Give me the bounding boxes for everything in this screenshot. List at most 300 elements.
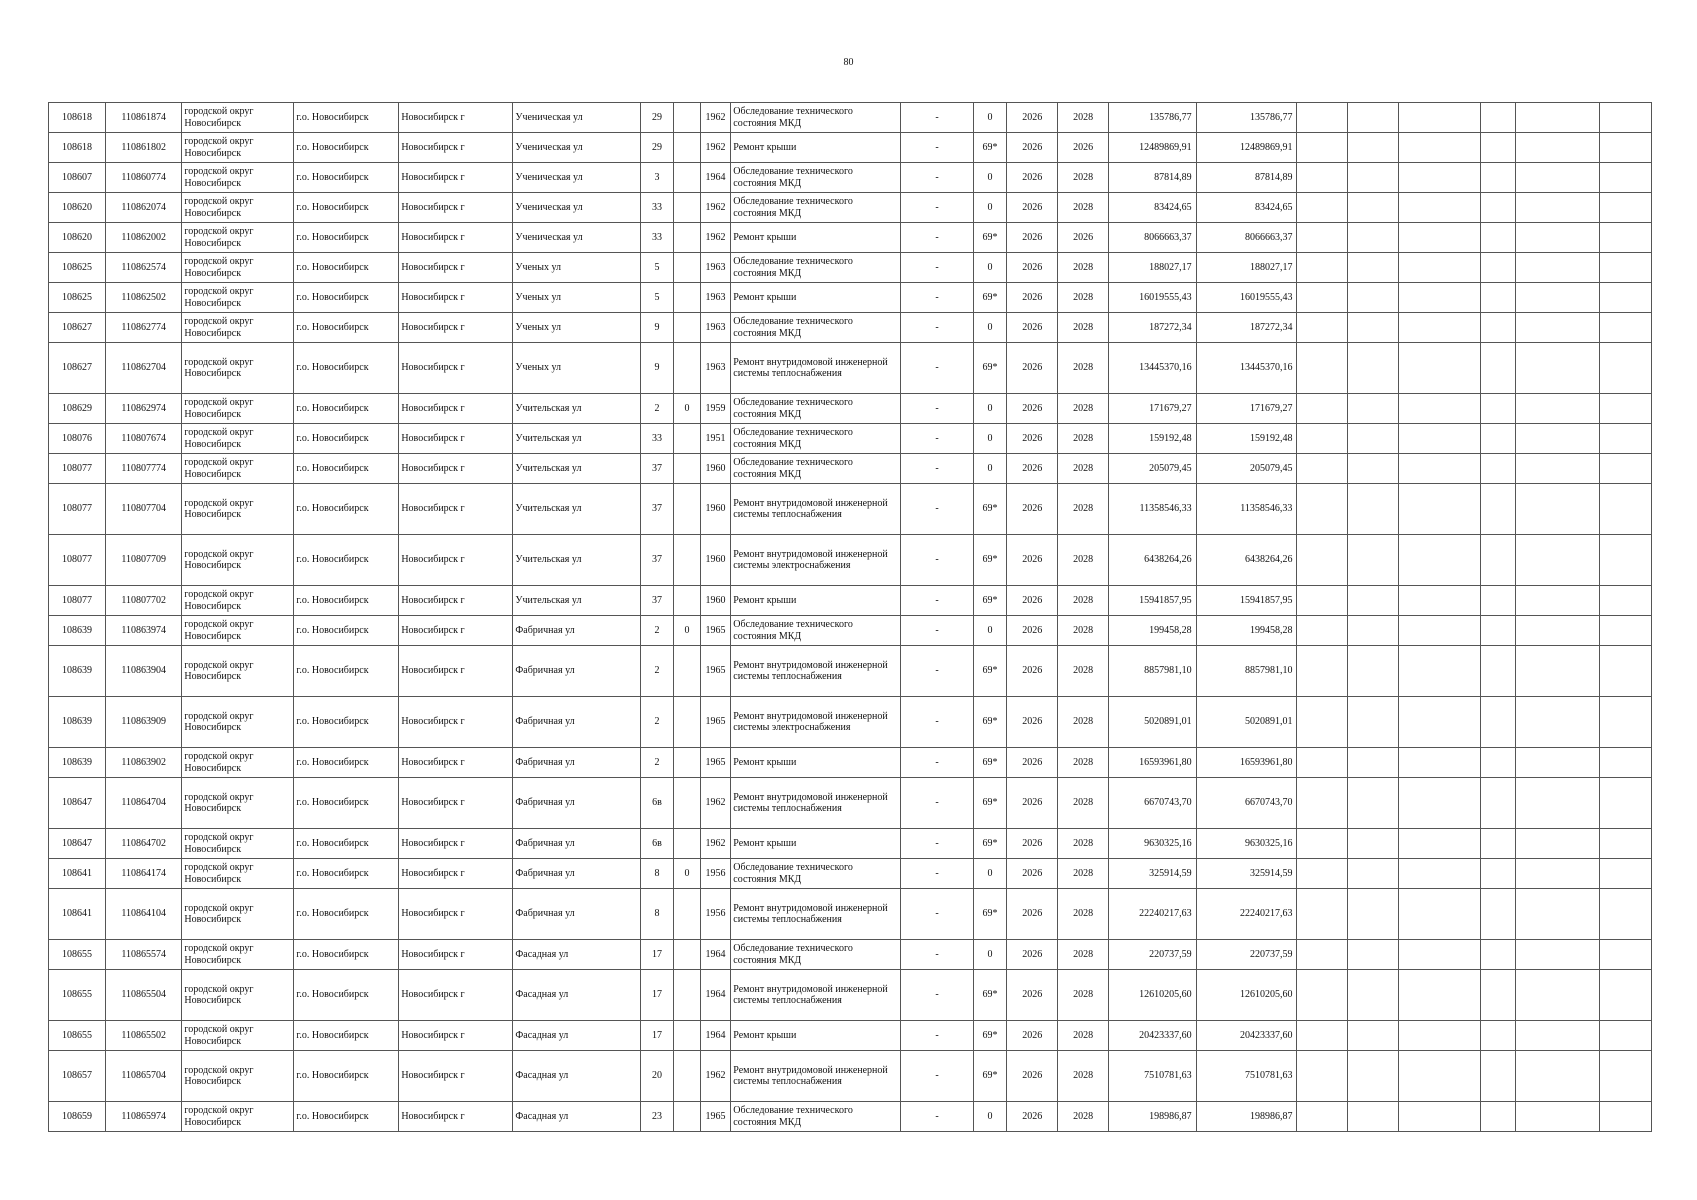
end-year-cell: 2028 [1058, 586, 1109, 616]
city-cell: Новосибирск г [399, 859, 513, 889]
work-type-cell: Ремонт внутридомовой инженерной системы электроснабжения [731, 535, 901, 586]
street-cell: Учительская ул [513, 454, 640, 484]
table-row [49, 223, 1652, 253]
end-year-cell: 2028 [1058, 1021, 1109, 1051]
note-cell: - [901, 748, 973, 778]
empty-cell [1348, 133, 1399, 163]
year-built-cell: 1956 [700, 859, 731, 889]
total-cost-cell: 20423337,60 [1196, 1021, 1297, 1051]
empty-cell [1599, 940, 1651, 970]
year-built-cell: 1960 [700, 586, 731, 616]
district-cell: г.о. Новосибирск [294, 940, 399, 970]
municipality-cell: городской округ Новосибирск [182, 163, 294, 193]
house-id-cell: 108639 [49, 646, 106, 697]
building-cell [674, 1021, 700, 1051]
street-cell: Фабричная ул [513, 889, 640, 940]
empty-cell [1297, 484, 1348, 535]
year-built-cell: 1956 [700, 889, 731, 940]
building-cell [674, 283, 700, 313]
empty-cell [1480, 253, 1516, 283]
building-cell [674, 646, 700, 697]
empty-cell [1480, 616, 1516, 646]
end-year-cell: 2028 [1058, 778, 1109, 829]
city-cell: Новосибирск г [399, 940, 513, 970]
start-year-cell: 2026 [1007, 1102, 1058, 1132]
empty-cell [1297, 646, 1348, 697]
empty-cell [1480, 394, 1516, 424]
end-year-cell: 2028 [1058, 1102, 1109, 1132]
work-id-cell: 110807674 [106, 424, 182, 454]
empty-cell [1480, 748, 1516, 778]
city-cell: Новосибирск г [399, 889, 513, 940]
city-cell: Новосибирск г [399, 253, 513, 283]
empty-cell [1399, 748, 1480, 778]
house-id-cell: 108647 [49, 778, 106, 829]
empty-cell [1348, 343, 1399, 394]
start-year-cell: 2026 [1007, 313, 1058, 343]
empty-cell [1516, 193, 1600, 223]
empty-cell [1516, 586, 1600, 616]
wear-cell: 0 [973, 616, 1007, 646]
building-cell: 0 [674, 859, 700, 889]
house-id-cell: 108639 [49, 697, 106, 748]
empty-cell [1399, 940, 1480, 970]
house-id-cell: 108657 [49, 1051, 106, 1102]
district-cell: г.о. Новосибирск [294, 394, 399, 424]
municipality-cell: городской округ Новосибирск [182, 1051, 294, 1102]
municipality-cell: городской округ Новосибирск [182, 748, 294, 778]
note-cell: - [901, 697, 973, 748]
empty-cell [1348, 778, 1399, 829]
empty-cell [1480, 859, 1516, 889]
street-cell: Ученых ул [513, 253, 640, 283]
table-row [49, 697, 1652, 748]
municipality-cell: городской округ Новосибирск [182, 535, 294, 586]
building-cell [674, 103, 700, 133]
work-id-cell: 110862974 [106, 394, 182, 424]
empty-cell [1399, 859, 1480, 889]
total-cost-cell: 325914,59 [1196, 859, 1297, 889]
work-id-cell: 110863902 [106, 748, 182, 778]
table-row [49, 616, 1652, 646]
house-number-cell: 37 [640, 484, 674, 535]
total-cost-cell: 13445370,16 [1196, 343, 1297, 394]
building-cell [674, 1051, 700, 1102]
street-cell: Фабричная ул [513, 616, 640, 646]
empty-cell [1297, 313, 1348, 343]
empty-cell [1516, 103, 1600, 133]
city-cell: Новосибирск г [399, 424, 513, 454]
municipality-cell: городской округ Новосибирск [182, 1102, 294, 1132]
empty-cell [1516, 283, 1600, 313]
work-id-cell: 110865704 [106, 1051, 182, 1102]
street-cell: Фабричная ул [513, 829, 640, 859]
house-number-cell: 33 [640, 223, 674, 253]
end-year-cell: 2028 [1058, 889, 1109, 940]
work-id-cell: 110863909 [106, 697, 182, 748]
note-cell: - [901, 424, 973, 454]
house-number-cell: 17 [640, 970, 674, 1021]
municipality-cell: городской округ Новосибирск [182, 133, 294, 163]
district-cell: г.о. Новосибирск [294, 970, 399, 1021]
house-id-cell: 108618 [49, 103, 106, 133]
repair-program-table [48, 102, 1652, 1132]
wear-cell: 69* [973, 889, 1007, 940]
total-cost-cell: 8857981,10 [1196, 646, 1297, 697]
table-row [49, 889, 1652, 940]
work-id-cell: 110861874 [106, 103, 182, 133]
empty-cell [1516, 940, 1600, 970]
municipality-cell: городской округ Новосибирск [182, 253, 294, 283]
total-cost-cell: 16019555,43 [1196, 283, 1297, 313]
empty-cell [1348, 748, 1399, 778]
start-year-cell: 2026 [1007, 616, 1058, 646]
total-cost-cell: 15941857,95 [1196, 586, 1297, 616]
district-cell: г.о. Новосибирск [294, 313, 399, 343]
start-year-cell: 2026 [1007, 940, 1058, 970]
end-year-cell: 2028 [1058, 646, 1109, 697]
start-year-cell: 2026 [1007, 163, 1058, 193]
street-cell: Ученическая ул [513, 163, 640, 193]
street-cell: Учительская ул [513, 484, 640, 535]
table-row [49, 778, 1652, 829]
street-cell: Фасадная ул [513, 1021, 640, 1051]
empty-cell [1480, 646, 1516, 697]
district-cell: г.о. Новосибирск [294, 1021, 399, 1051]
year-built-cell: 1962 [700, 778, 731, 829]
city-cell: Новосибирск г [399, 1051, 513, 1102]
table-row [49, 163, 1652, 193]
house-id-cell: 108641 [49, 889, 106, 940]
empty-cell [1599, 697, 1651, 748]
total-cost-cell: 87814,89 [1196, 163, 1297, 193]
empty-cell [1516, 1102, 1600, 1132]
total-cost-cell: 8066663,37 [1196, 223, 1297, 253]
wear-cell: 69* [973, 697, 1007, 748]
note-cell: - [901, 133, 973, 163]
total-cost-cell: 7510781,63 [1196, 1051, 1297, 1102]
end-year-cell: 2028 [1058, 163, 1109, 193]
empty-cell [1348, 313, 1399, 343]
wear-cell: 69* [973, 1051, 1007, 1102]
empty-cell [1516, 697, 1600, 748]
empty-cell [1516, 484, 1600, 535]
wear-cell: 69* [973, 778, 1007, 829]
street-cell: Фабричная ул [513, 748, 640, 778]
municipality-cell: городской округ Новосибирск [182, 193, 294, 223]
empty-cell [1297, 223, 1348, 253]
house-number-cell: 6в [640, 778, 674, 829]
municipality-cell: городской округ Новосибирск [182, 778, 294, 829]
year-built-cell: 1963 [700, 283, 731, 313]
year-built-cell: 1962 [700, 223, 731, 253]
house-id-cell: 108607 [49, 163, 106, 193]
work-type-cell: Обследование технического состояния МКД [731, 163, 901, 193]
house-number-cell: 23 [640, 1102, 674, 1132]
start-year-cell: 2026 [1007, 697, 1058, 748]
total-cost-cell: 188027,17 [1196, 253, 1297, 283]
work-id-cell: 110865504 [106, 970, 182, 1021]
building-cell [674, 454, 700, 484]
city-cell: Новосибирск г [399, 748, 513, 778]
start-year-cell: 2026 [1007, 1051, 1058, 1102]
empty-cell [1599, 253, 1651, 283]
empty-cell [1297, 829, 1348, 859]
street-cell: Учительская ул [513, 586, 640, 616]
work-type-cell: Ремонт внутридомовой инженерной системы теплоснабжения [731, 484, 901, 535]
district-cell: г.о. Новосибирск [294, 223, 399, 253]
empty-cell [1348, 283, 1399, 313]
empty-cell [1348, 1051, 1399, 1102]
work-id-cell: 110862574 [106, 253, 182, 283]
building-cell [674, 829, 700, 859]
municipality-cell: городской округ Новосибирск [182, 424, 294, 454]
start-year-cell: 2026 [1007, 1021, 1058, 1051]
empty-cell [1516, 970, 1600, 1021]
empty-cell [1297, 1051, 1348, 1102]
cost-cell: 11358546,33 [1109, 484, 1197, 535]
note-cell: - [901, 778, 973, 829]
work-id-cell: 110862074 [106, 193, 182, 223]
cost-cell: 9630325,16 [1109, 829, 1197, 859]
empty-cell [1399, 394, 1480, 424]
work-type-cell: Обследование технического состояния МКД [731, 616, 901, 646]
start-year-cell: 2026 [1007, 484, 1058, 535]
empty-cell [1480, 223, 1516, 253]
district-cell: г.о. Новосибирск [294, 163, 399, 193]
note-cell: - [901, 253, 973, 283]
building-cell [674, 484, 700, 535]
cost-cell: 16019555,43 [1109, 283, 1197, 313]
note-cell: - [901, 829, 973, 859]
table-row [49, 283, 1652, 313]
city-cell: Новосибирск г [399, 970, 513, 1021]
city-cell: Новосибирск г [399, 778, 513, 829]
work-id-cell: 110865974 [106, 1102, 182, 1132]
house-id-cell: 108639 [49, 616, 106, 646]
house-id-cell: 108625 [49, 253, 106, 283]
city-cell: Новосибирск г [399, 646, 513, 697]
wear-cell: 0 [973, 103, 1007, 133]
municipality-cell: городской округ Новосибирск [182, 484, 294, 535]
work-id-cell: 110863904 [106, 646, 182, 697]
cost-cell: 83424,65 [1109, 193, 1197, 223]
work-type-cell: Ремонт внутридомовой инженерной системы теплоснабжения [731, 343, 901, 394]
note-cell: - [901, 283, 973, 313]
start-year-cell: 2026 [1007, 454, 1058, 484]
wear-cell: 69* [973, 646, 1007, 697]
table-row [49, 193, 1652, 223]
table-row [49, 1051, 1652, 1102]
end-year-cell: 2028 [1058, 424, 1109, 454]
work-id-cell: 110860774 [106, 163, 182, 193]
end-year-cell: 2028 [1058, 484, 1109, 535]
empty-cell [1297, 616, 1348, 646]
year-built-cell: 1965 [700, 1102, 731, 1132]
work-id-cell: 110862502 [106, 283, 182, 313]
cost-cell: 159192,48 [1109, 424, 1197, 454]
municipality-cell: городской округ Новосибирск [182, 394, 294, 424]
work-type-cell: Ремонт крыши [731, 133, 901, 163]
year-built-cell: 1962 [700, 1051, 731, 1102]
year-built-cell: 1962 [700, 193, 731, 223]
empty-cell [1516, 163, 1600, 193]
start-year-cell: 2026 [1007, 283, 1058, 313]
total-cost-cell: 159192,48 [1196, 424, 1297, 454]
end-year-cell: 2028 [1058, 193, 1109, 223]
wear-cell: 0 [973, 454, 1007, 484]
empty-cell [1297, 940, 1348, 970]
building-cell [674, 748, 700, 778]
district-cell: г.о. Новосибирск [294, 454, 399, 484]
end-year-cell: 2028 [1058, 697, 1109, 748]
street-cell: Фасадная ул [513, 940, 640, 970]
empty-cell [1599, 1102, 1651, 1132]
year-built-cell: 1959 [700, 394, 731, 424]
city-cell: Новосибирск г [399, 343, 513, 394]
empty-cell [1399, 133, 1480, 163]
empty-cell [1599, 343, 1651, 394]
empty-cell [1516, 133, 1600, 163]
empty-cell [1599, 535, 1651, 586]
work-id-cell: 110807709 [106, 535, 182, 586]
empty-cell [1399, 535, 1480, 586]
house-number-cell: 8 [640, 889, 674, 940]
city-cell: Новосибирск г [399, 829, 513, 859]
house-id-cell: 108627 [49, 313, 106, 343]
empty-cell [1399, 829, 1480, 859]
street-cell: Фасадная ул [513, 970, 640, 1021]
end-year-cell: 2028 [1058, 283, 1109, 313]
wear-cell: 0 [973, 193, 1007, 223]
house-id-cell: 108625 [49, 283, 106, 313]
empty-cell [1399, 103, 1480, 133]
house-id-cell: 108641 [49, 859, 106, 889]
empty-cell [1599, 163, 1651, 193]
district-cell: г.о. Новосибирск [294, 133, 399, 163]
empty-cell [1480, 424, 1516, 454]
work-type-cell: Ремонт крыши [731, 829, 901, 859]
house-id-cell: 108620 [49, 223, 106, 253]
house-number-cell: 3 [640, 163, 674, 193]
cost-cell: 205079,45 [1109, 454, 1197, 484]
municipality-cell: городской округ Новосибирск [182, 697, 294, 748]
empty-cell [1480, 1102, 1516, 1132]
end-year-cell: 2028 [1058, 859, 1109, 889]
house-number-cell: 5 [640, 283, 674, 313]
note-cell: - [901, 484, 973, 535]
city-cell: Новосибирск г [399, 103, 513, 133]
street-cell: Учительская ул [513, 535, 640, 586]
house-number-cell: 6в [640, 829, 674, 859]
year-built-cell: 1965 [700, 697, 731, 748]
start-year-cell: 2026 [1007, 970, 1058, 1021]
empty-cell [1297, 424, 1348, 454]
start-year-cell: 2026 [1007, 748, 1058, 778]
year-built-cell: 1964 [700, 940, 731, 970]
note-cell: - [901, 103, 973, 133]
empty-cell [1297, 1021, 1348, 1051]
note-cell: - [901, 646, 973, 697]
work-type-cell: Ремонт внутридомовой инженерной системы теплоснабжения [731, 1051, 901, 1102]
district-cell: г.о. Новосибирск [294, 646, 399, 697]
note-cell: - [901, 616, 973, 646]
empty-cell [1348, 970, 1399, 1021]
start-year-cell: 2026 [1007, 889, 1058, 940]
district-cell: г.о. Новосибирск [294, 586, 399, 616]
note-cell: - [901, 970, 973, 1021]
empty-cell [1516, 646, 1600, 697]
empty-cell [1399, 1051, 1480, 1102]
house-id-cell: 108076 [49, 424, 106, 454]
empty-cell [1297, 1102, 1348, 1132]
end-year-cell: 2028 [1058, 253, 1109, 283]
empty-cell [1297, 163, 1348, 193]
street-cell: Фасадная ул [513, 1051, 640, 1102]
empty-cell [1297, 697, 1348, 748]
empty-cell [1599, 646, 1651, 697]
street-cell: Ученых ул [513, 283, 640, 313]
empty-cell [1348, 586, 1399, 616]
note-cell: - [901, 1102, 973, 1132]
total-cost-cell: 12489869,91 [1196, 133, 1297, 163]
empty-cell [1516, 424, 1600, 454]
street-cell: Ученическая ул [513, 223, 640, 253]
empty-cell [1399, 193, 1480, 223]
empty-cell [1399, 343, 1480, 394]
street-cell: Ученическая ул [513, 193, 640, 223]
total-cost-cell: 9630325,16 [1196, 829, 1297, 859]
end-year-cell: 2026 [1058, 133, 1109, 163]
municipality-cell: городской округ Новосибирск [182, 283, 294, 313]
wear-cell: 69* [973, 970, 1007, 1021]
empty-cell [1599, 454, 1651, 484]
cost-cell: 8066663,37 [1109, 223, 1197, 253]
house-number-cell: 2 [640, 748, 674, 778]
empty-cell [1399, 223, 1480, 253]
empty-cell [1399, 889, 1480, 940]
work-type-cell: Ремонт крыши [731, 748, 901, 778]
empty-cell [1348, 1021, 1399, 1051]
total-cost-cell: 12610205,60 [1196, 970, 1297, 1021]
empty-cell [1516, 535, 1600, 586]
work-type-cell: Обследование технического состояния МКД [731, 103, 901, 133]
building-cell [674, 970, 700, 1021]
empty-cell [1599, 586, 1651, 616]
street-cell: Учительская ул [513, 424, 640, 454]
empty-cell [1599, 193, 1651, 223]
empty-cell [1480, 889, 1516, 940]
empty-cell [1399, 778, 1480, 829]
end-year-cell: 2028 [1058, 748, 1109, 778]
start-year-cell: 2026 [1007, 778, 1058, 829]
building-cell [674, 778, 700, 829]
street-cell: Ученическая ул [513, 133, 640, 163]
municipality-cell: городской округ Новосибирск [182, 646, 294, 697]
house-id-cell: 108647 [49, 829, 106, 859]
empty-cell [1480, 586, 1516, 616]
municipality-cell: городской округ Новосибирск [182, 616, 294, 646]
empty-cell [1348, 1102, 1399, 1132]
house-id-cell: 108655 [49, 1021, 106, 1051]
empty-cell [1599, 283, 1651, 313]
wear-cell: 69* [973, 1021, 1007, 1051]
cost-cell: 199458,28 [1109, 616, 1197, 646]
empty-cell [1480, 940, 1516, 970]
municipality-cell: городской округ Новосибирск [182, 586, 294, 616]
empty-cell [1480, 778, 1516, 829]
empty-cell [1480, 343, 1516, 394]
